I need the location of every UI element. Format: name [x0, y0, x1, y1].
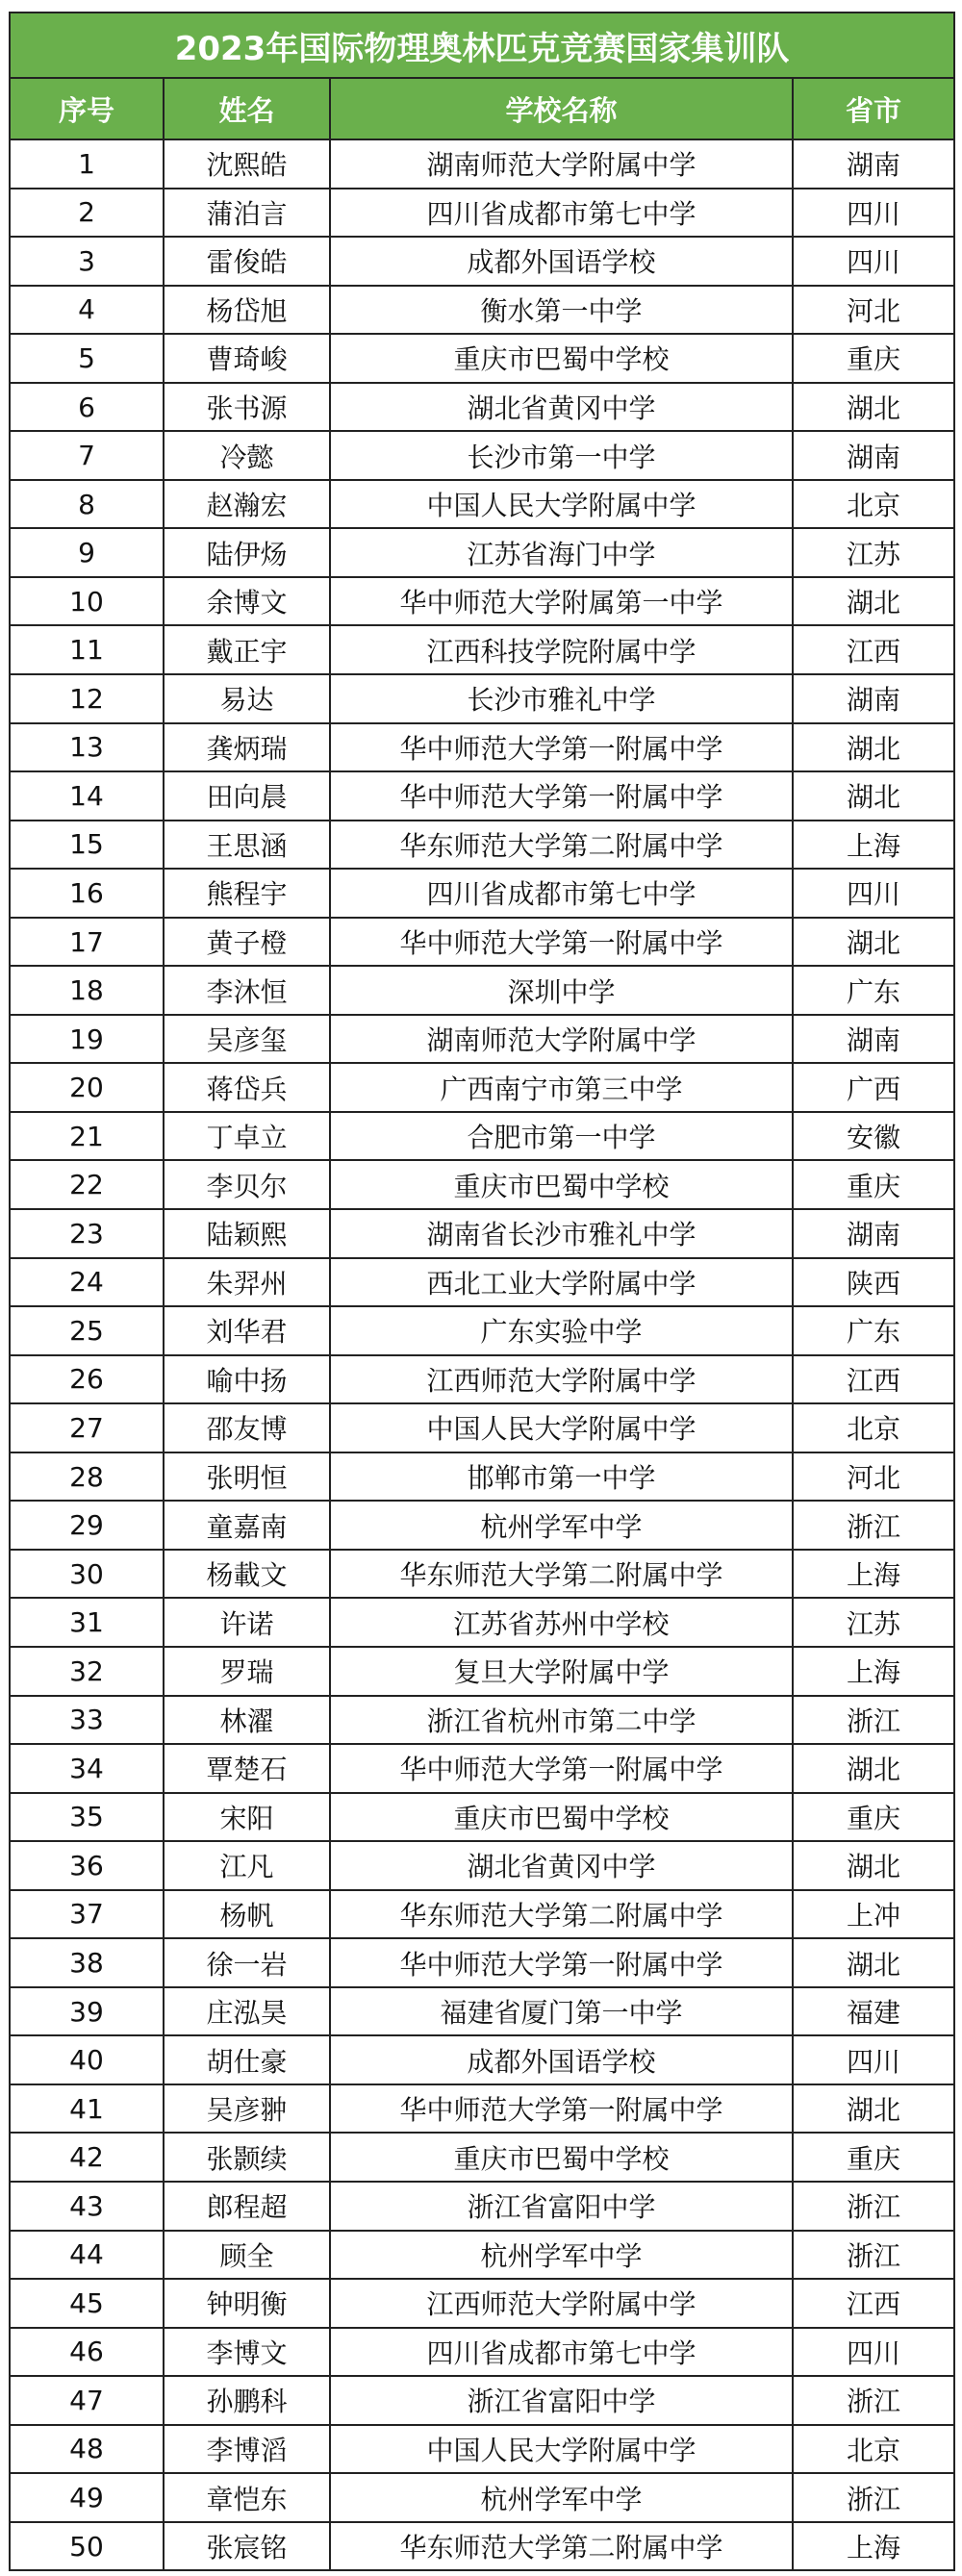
cell-school: 华中师范大学附属第一中学: [330, 577, 793, 626]
table-row: [10, 1744, 954, 1793]
cell-school: 华东师范大学第二附属中学: [330, 1550, 793, 1599]
cell-school: 江西师范大学附属中学: [330, 1355, 793, 1404]
cell-school: 四川省成都市第七中学: [330, 189, 793, 238]
table-row: [10, 1112, 954, 1161]
table-row: [10, 383, 954, 432]
cell-school: 广西南宁市第三中学: [330, 1063, 793, 1112]
cell-index: 9: [10, 528, 164, 577]
cell-province: 湖北: [793, 2084, 954, 2134]
cell-school: 湖北省黄冈中学: [330, 383, 793, 432]
cell-index: 1: [10, 139, 164, 189]
cell-province: 湖北: [793, 1744, 954, 1793]
table-row: [10, 1403, 954, 1452]
table-row: [10, 625, 954, 674]
cell-index: 44: [10, 2231, 164, 2280]
table-row: [10, 1209, 954, 1258]
cell-province: 江西: [793, 625, 954, 674]
cell-province: 江苏: [793, 1598, 954, 1647]
cell-province: 湖北: [793, 1938, 954, 1987]
table-row: [10, 2084, 954, 2134]
cell-school: 湖北省黄冈中学: [330, 1841, 793, 1890]
cell-name: 沈熙皓: [164, 139, 330, 189]
cell-index: 23: [10, 1209, 164, 1258]
cell-index: 34: [10, 1744, 164, 1793]
table-row: [10, 1987, 954, 2036]
table-row: [10, 1550, 954, 1599]
cell-school: 湖南师范大学附属中学: [330, 1015, 793, 1064]
cell-province: 重庆: [793, 1793, 954, 1842]
table-row: [10, 431, 954, 480]
cell-index: 2: [10, 189, 164, 238]
cell-school: 华中师范大学第一附属中学: [330, 1744, 793, 1793]
table-row: [10, 2133, 954, 2182]
cell-index: 49: [10, 2473, 164, 2522]
cell-name: 林濯: [164, 1696, 330, 1745]
cell-index: 21: [10, 1112, 164, 1161]
cell-index: 38: [10, 1938, 164, 1987]
table-row: [10, 821, 954, 870]
cell-name: 杨岱旭: [164, 286, 330, 335]
cell-index: 41: [10, 2084, 164, 2134]
cell-name: 李博滔: [164, 2425, 330, 2474]
cell-name: 蒋岱兵: [164, 1063, 330, 1112]
table-row: [10, 237, 954, 286]
table-row: [10, 1258, 954, 1307]
table-row: [10, 1501, 954, 1550]
cell-name: 李贝尔: [164, 1160, 330, 1209]
cell-province: 湖南: [793, 431, 954, 480]
cell-index: 20: [10, 1063, 164, 1112]
cell-index: 12: [10, 674, 164, 723]
table-row: [10, 1598, 954, 1647]
cell-index: 50: [10, 2522, 164, 2571]
cell-province: 湖北: [793, 771, 954, 821]
cell-name: 宋阳: [164, 1793, 330, 1842]
table-row: [10, 2328, 954, 2377]
cell-name: 朱羿州: [164, 1258, 330, 1307]
cell-province: 四川: [793, 2328, 954, 2377]
cell-school: 广东实验中学: [330, 1306, 793, 1355]
cell-province: 上海: [793, 1550, 954, 1599]
cell-name: 张宸铭: [164, 2522, 330, 2571]
cell-province: 广西: [793, 1063, 954, 1112]
cell-name: 雷俊皓: [164, 237, 330, 286]
cell-name: 王思涵: [164, 821, 330, 870]
cell-index: 6: [10, 383, 164, 432]
header-index: 序号: [10, 78, 164, 139]
cell-name: 李博文: [164, 2328, 330, 2377]
cell-school: 成都外国语学校: [330, 2035, 793, 2084]
cell-school: 华中师范大学第一附属中学: [330, 723, 793, 772]
cell-name: 章恺东: [164, 2473, 330, 2522]
table-row: [10, 674, 954, 723]
cell-index: 37: [10, 1890, 164, 1939]
cell-province: 北京: [793, 2425, 954, 2474]
table-row: [10, 1015, 954, 1064]
cell-province: 北京: [793, 480, 954, 529]
cell-index: 35: [10, 1793, 164, 1842]
table-row: [10, 918, 954, 967]
cell-province: 河北: [793, 286, 954, 335]
cell-school: 华东师范大学第二附属中学: [330, 1890, 793, 1939]
cell-name: 杨帆: [164, 1890, 330, 1939]
cell-province: 湖南: [793, 139, 954, 189]
cell-province: 北京: [793, 1403, 954, 1452]
cell-index: 45: [10, 2279, 164, 2328]
cell-name: 吴彦玺: [164, 1015, 330, 1064]
cell-province: 上海: [793, 1647, 954, 1696]
table-row: [10, 1063, 954, 1112]
team-roster: [9, 12, 953, 2571]
table-body: [10, 139, 954, 2570]
cell-index: 3: [10, 237, 164, 286]
table-row: [10, 1452, 954, 1502]
cell-school: 中国人民大学附属中学: [330, 1403, 793, 1452]
table-row: [10, 1355, 954, 1404]
cell-school: 浙江省富阳中学: [330, 2376, 793, 2425]
cell-school: 中国人民大学附属中学: [330, 480, 793, 529]
cell-name: 曹琦峻: [164, 334, 330, 383]
cell-province: 浙江: [793, 2182, 954, 2231]
cell-name: 黄子橙: [164, 918, 330, 967]
cell-name: 龚炳瑞: [164, 723, 330, 772]
cell-school: 湖南师范大学附属中学: [330, 139, 793, 189]
cell-index: 29: [10, 1501, 164, 1550]
cell-name: 覃楚石: [164, 1744, 330, 1793]
cell-index: 43: [10, 2182, 164, 2231]
table-row: [10, 2182, 954, 2231]
cell-school: 福建省厦门第一中学: [330, 1987, 793, 2036]
cell-province: 四川: [793, 2035, 954, 2084]
cell-school: 深圳中学: [330, 966, 793, 1015]
cell-name: 徐一岩: [164, 1938, 330, 1987]
cell-province: 广东: [793, 966, 954, 1015]
cell-name: 刘华君: [164, 1306, 330, 1355]
cell-school: 长沙市雅礼中学: [330, 674, 793, 723]
cell-province: 上冲: [793, 1890, 954, 1939]
table-row: [10, 1938, 954, 1987]
cell-province: 浙江: [793, 1696, 954, 1745]
roster-table: [9, 12, 955, 2571]
cell-province: 重庆: [793, 1160, 954, 1209]
cell-index: 39: [10, 1987, 164, 2036]
cell-name: 孙鹏科: [164, 2376, 330, 2425]
cell-name: 许诺: [164, 1598, 330, 1647]
cell-school: 四川省成都市第七中学: [330, 869, 793, 918]
cell-school: 江苏省海门中学: [330, 528, 793, 577]
cell-province: 江西: [793, 1355, 954, 1404]
cell-name: 冷懿: [164, 431, 330, 480]
cell-school: 邯郸市第一中学: [330, 1452, 793, 1502]
cell-name: 张明恒: [164, 1452, 330, 1502]
cell-province: 湖北: [793, 577, 954, 626]
cell-province: 湖北: [793, 1841, 954, 1890]
cell-name: 江凡: [164, 1841, 330, 1890]
cell-index: 5: [10, 334, 164, 383]
table-row: [10, 189, 954, 238]
cell-province: 安徽: [793, 1112, 954, 1161]
cell-province: 四川: [793, 869, 954, 918]
cell-school: 江苏省苏州中学校: [330, 1598, 793, 1647]
cell-index: 4: [10, 286, 164, 335]
cell-index: 14: [10, 771, 164, 821]
table-row: [10, 2231, 954, 2280]
table-row: [10, 1793, 954, 1842]
table-row: [10, 334, 954, 383]
cell-name: 童嘉南: [164, 1501, 330, 1550]
cell-province: 浙江: [793, 2376, 954, 2425]
table-row: [10, 139, 954, 189]
table-row: [10, 528, 954, 577]
cell-name: 田向晨: [164, 771, 330, 821]
cell-province: 四川: [793, 237, 954, 286]
table-row: [10, 1160, 954, 1209]
cell-index: 42: [10, 2133, 164, 2182]
cell-index: 15: [10, 821, 164, 870]
cell-index: 48: [10, 2425, 164, 2474]
cell-school: 华中师范大学第一附属中学: [330, 771, 793, 821]
header-name: 姓名: [164, 78, 330, 139]
cell-school: 重庆市巴蜀中学校: [330, 1793, 793, 1842]
cell-school: 重庆市巴蜀中学校: [330, 2133, 793, 2182]
cell-school: 重庆市巴蜀中学校: [330, 334, 793, 383]
cell-school: 浙江省杭州市第二中学: [330, 1696, 793, 1745]
cell-index: 46: [10, 2328, 164, 2377]
cell-province: 湖北: [793, 383, 954, 432]
cell-name: 张书源: [164, 383, 330, 432]
table-row: [10, 1306, 954, 1355]
cell-index: 10: [10, 577, 164, 626]
table-row: [10, 1841, 954, 1890]
cell-index: 31: [10, 1598, 164, 1647]
cell-school: 杭州学军中学: [330, 1501, 793, 1550]
cell-name: 陆伊炀: [164, 528, 330, 577]
cell-index: 26: [10, 1355, 164, 1404]
header-row: [10, 78, 954, 139]
cell-school: 四川省成都市第七中学: [330, 2328, 793, 2377]
cell-province: 河北: [793, 1452, 954, 1502]
cell-province: 湖北: [793, 918, 954, 967]
cell-school: 江西科技学院附属中学: [330, 625, 793, 674]
table-row: [10, 480, 954, 529]
cell-name: 丁卓立: [164, 1112, 330, 1161]
cell-school: 华中师范大学第一附属中学: [330, 918, 793, 967]
cell-province: 重庆: [793, 334, 954, 383]
cell-name: 熊程宇: [164, 869, 330, 918]
cell-index: 16: [10, 869, 164, 918]
cell-school: 西北工业大学附属中学: [330, 1258, 793, 1307]
table-row: [10, 2279, 954, 2328]
cell-index: 28: [10, 1452, 164, 1502]
cell-school: 湖南省长沙市雅礼中学: [330, 1209, 793, 1258]
cell-province: 重庆: [793, 2133, 954, 2182]
cell-school: 江西师范大学附属中学: [330, 2279, 793, 2328]
cell-index: 36: [10, 1841, 164, 1890]
cell-name: 余博文: [164, 577, 330, 626]
cell-name: 吴彦翀: [164, 2084, 330, 2134]
cell-index: 22: [10, 1160, 164, 1209]
table-row: [10, 1890, 954, 1939]
cell-province: 江苏: [793, 528, 954, 577]
table-row: [10, 2376, 954, 2425]
header-province: 省市: [793, 78, 954, 139]
cell-index: 17: [10, 918, 164, 967]
table-row: [10, 723, 954, 772]
cell-province: 江西: [793, 2279, 954, 2328]
cell-name: 赵瀚宏: [164, 480, 330, 529]
cell-name: 张颢续: [164, 2133, 330, 2182]
table-row: [10, 1696, 954, 1745]
cell-school: 华中师范大学第一附属中学: [330, 2084, 793, 2134]
cell-province: 湖南: [793, 1209, 954, 1258]
cell-school: 复旦大学附属中学: [330, 1647, 793, 1696]
cell-index: 33: [10, 1696, 164, 1745]
cell-province: 浙江: [793, 2473, 954, 2522]
table-row: [10, 966, 954, 1015]
cell-name: 陆颖熙: [164, 1209, 330, 1258]
cell-index: 24: [10, 1258, 164, 1307]
cell-province: 湖北: [793, 723, 954, 772]
cell-name: 邵友博: [164, 1403, 330, 1452]
cell-index: 19: [10, 1015, 164, 1064]
header-school: 学校名称: [330, 78, 793, 139]
cell-index: 30: [10, 1550, 164, 1599]
cell-province: 湖南: [793, 674, 954, 723]
cell-province: 上海: [793, 2522, 954, 2571]
cell-school: 衡水第一中学: [330, 286, 793, 335]
cell-index: 11: [10, 625, 164, 674]
cell-school: 杭州学军中学: [330, 2231, 793, 2280]
cell-school: 成都外国语学校: [330, 237, 793, 286]
cell-school: 中国人民大学附属中学: [330, 2425, 793, 2474]
cell-index: 7: [10, 431, 164, 480]
table-row: [10, 2522, 954, 2571]
table-row: [10, 2035, 954, 2084]
cell-school: 合肥市第一中学: [330, 1112, 793, 1161]
cell-province: 浙江: [793, 2231, 954, 2280]
cell-school: 华中师范大学第一附属中学: [330, 1938, 793, 1987]
cell-name: 郎程超: [164, 2182, 330, 2231]
cell-school: 杭州学军中学: [330, 2473, 793, 2522]
cell-name: 喻中扬: [164, 1355, 330, 1404]
cell-province: 上海: [793, 821, 954, 870]
cell-province: 福建: [793, 1987, 954, 2036]
table-row: [10, 2425, 954, 2474]
table-row: [10, 869, 954, 918]
table-title: 2023年国际物理奥林匹克竞赛国家集训队: [10, 13, 954, 78]
cell-school: 华东师范大学第二附属中学: [330, 821, 793, 870]
cell-school: 浙江省富阳中学: [330, 2182, 793, 2231]
cell-school: 华东师范大学第二附属中学: [330, 2522, 793, 2571]
cell-index: 47: [10, 2376, 164, 2425]
title-row: [10, 13, 954, 78]
cell-name: 蒲泊言: [164, 189, 330, 238]
cell-index: 18: [10, 966, 164, 1015]
cell-name: 李沐恒: [164, 966, 330, 1015]
cell-name: 罗瑞: [164, 1647, 330, 1696]
cell-province: 广东: [793, 1306, 954, 1355]
cell-name: 杨載文: [164, 1550, 330, 1599]
cell-name: 庄泓昊: [164, 1987, 330, 2036]
cell-school: 长沙市第一中学: [330, 431, 793, 480]
cell-province: 四川: [793, 189, 954, 238]
cell-index: 13: [10, 723, 164, 772]
cell-province: 湖南: [793, 1015, 954, 1064]
cell-index: 32: [10, 1647, 164, 1696]
cell-index: 27: [10, 1403, 164, 1452]
cell-index: 8: [10, 480, 164, 529]
cell-name: 钟明衡: [164, 2279, 330, 2328]
table-row: [10, 1647, 954, 1696]
table-row: [10, 2473, 954, 2522]
table-row: [10, 286, 954, 335]
cell-name: 易达: [164, 674, 330, 723]
cell-name: 戴正宇: [164, 625, 330, 674]
cell-name: 胡仕豪: [164, 2035, 330, 2084]
cell-school: 重庆市巴蜀中学校: [330, 1160, 793, 1209]
cell-name: 顾全: [164, 2231, 330, 2280]
cell-index: 40: [10, 2035, 164, 2084]
table-row: [10, 577, 954, 626]
table-row: [10, 771, 954, 821]
cell-province: 陕西: [793, 1258, 954, 1307]
cell-province: 浙江: [793, 1501, 954, 1550]
cell-index: 25: [10, 1306, 164, 1355]
